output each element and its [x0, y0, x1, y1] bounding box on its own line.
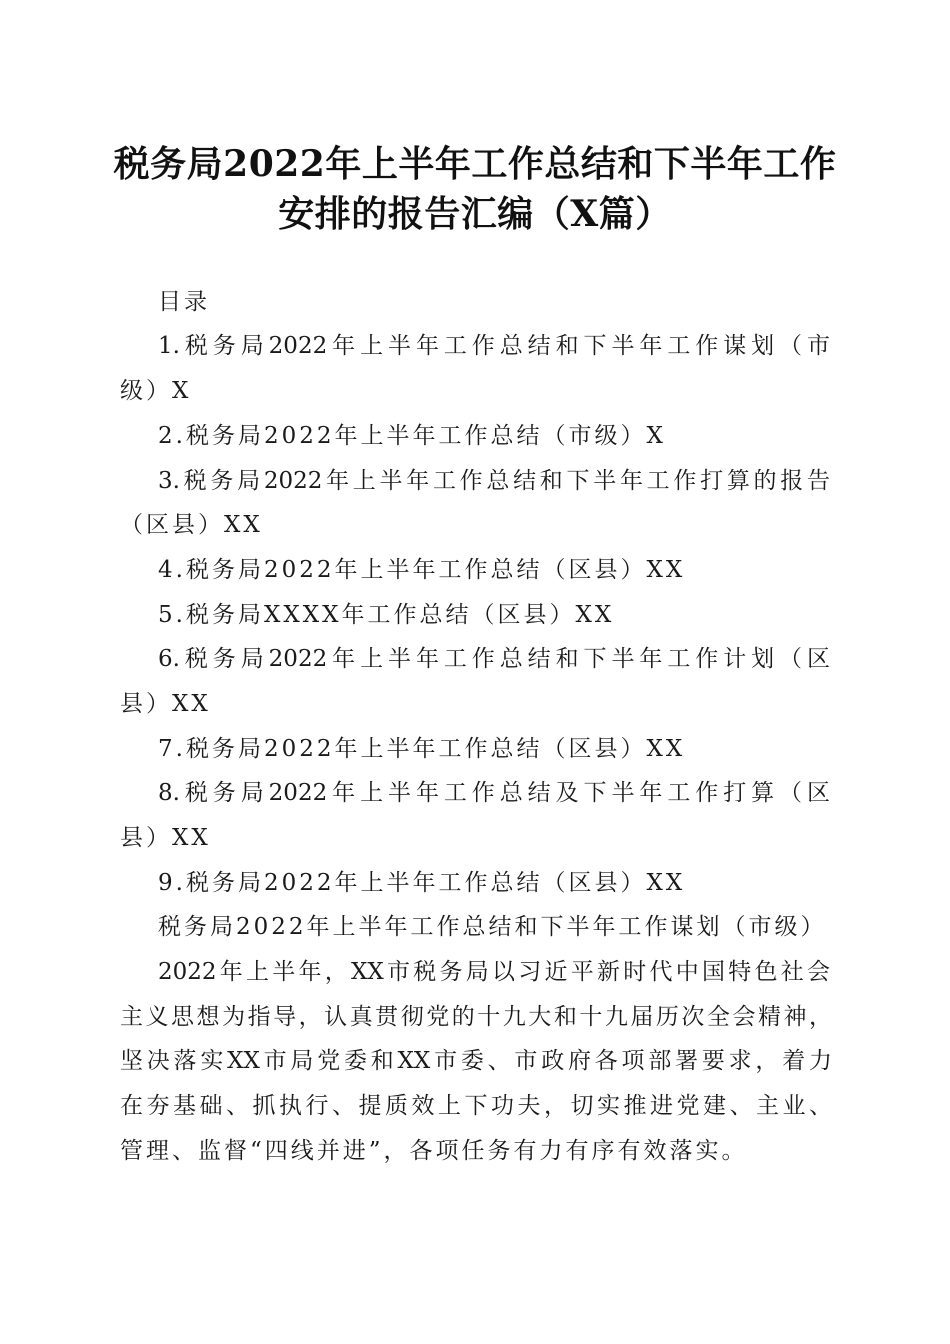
- toc-item-1-cont: 级）X: [120, 378, 192, 404]
- toc-item-7: 7.税务局2022年上半年工作总结（区县）XX: [158, 736, 686, 762]
- section-heading: 税务局2022年上半年工作总结和下半年工作谋划（市级）: [158, 914, 827, 940]
- paragraph-line-4: 在夯基础、抓执行、提质效上下功夫，切实推进党建、主业、: [120, 1093, 832, 1119]
- toc-item-1: 1.税务局2022年上半年工作总结和下半年工作谋划（市: [158, 333, 830, 359]
- toc-item-5: 5.税务局XXXX年工作总结（区县）XX: [158, 602, 615, 628]
- paragraph-line-1: 2022年上半年，XX市税务局以习近平新时代中国特色社会: [158, 959, 830, 985]
- paragraph-line-3: 坚决落实XX市局党委和XX市委、市政府各项部署要求，着力: [120, 1048, 832, 1074]
- toc-item-6-cont: 县）XX: [120, 691, 211, 717]
- paragraph-line-2: 主义思想为指导，认真贯彻党的十九大和十九届历次全会精神，: [120, 1004, 832, 1030]
- document-title-line-1: 税务局2022年上半年工作总结和下半年工作: [113, 143, 837, 185]
- toc-item-3: 3.税务局2022年上半年工作总结和下半年工作打算的报告: [158, 468, 830, 494]
- toc-item-4: 4.税务局2022年上半年工作总结（区县）XX: [158, 557, 686, 583]
- paragraph-line-5: 管理、监督“四线并进”，各项任务有力有序有效落实。: [120, 1138, 748, 1164]
- toc-item-2: 2.税务局2022年上半年工作总结（市级）X: [158, 423, 666, 449]
- toc-item-8: 8.税务局2022年上半年工作总结及下半年工作打算（区: [158, 780, 830, 806]
- toc-item-6: 6.税务局2022年上半年工作总结和下半年工作计划（区: [158, 646, 830, 672]
- toc-item-3-cont: （区县）XX: [120, 512, 263, 538]
- toc-item-9: 9.税务局2022年上半年工作总结（区县）XX: [158, 870, 686, 896]
- toc-item-8-cont: 县）XX: [120, 825, 211, 851]
- document-title-line-2: 安排的报告汇编（X篇）: [278, 193, 672, 235]
- toc-heading: 目录: [158, 289, 210, 315]
